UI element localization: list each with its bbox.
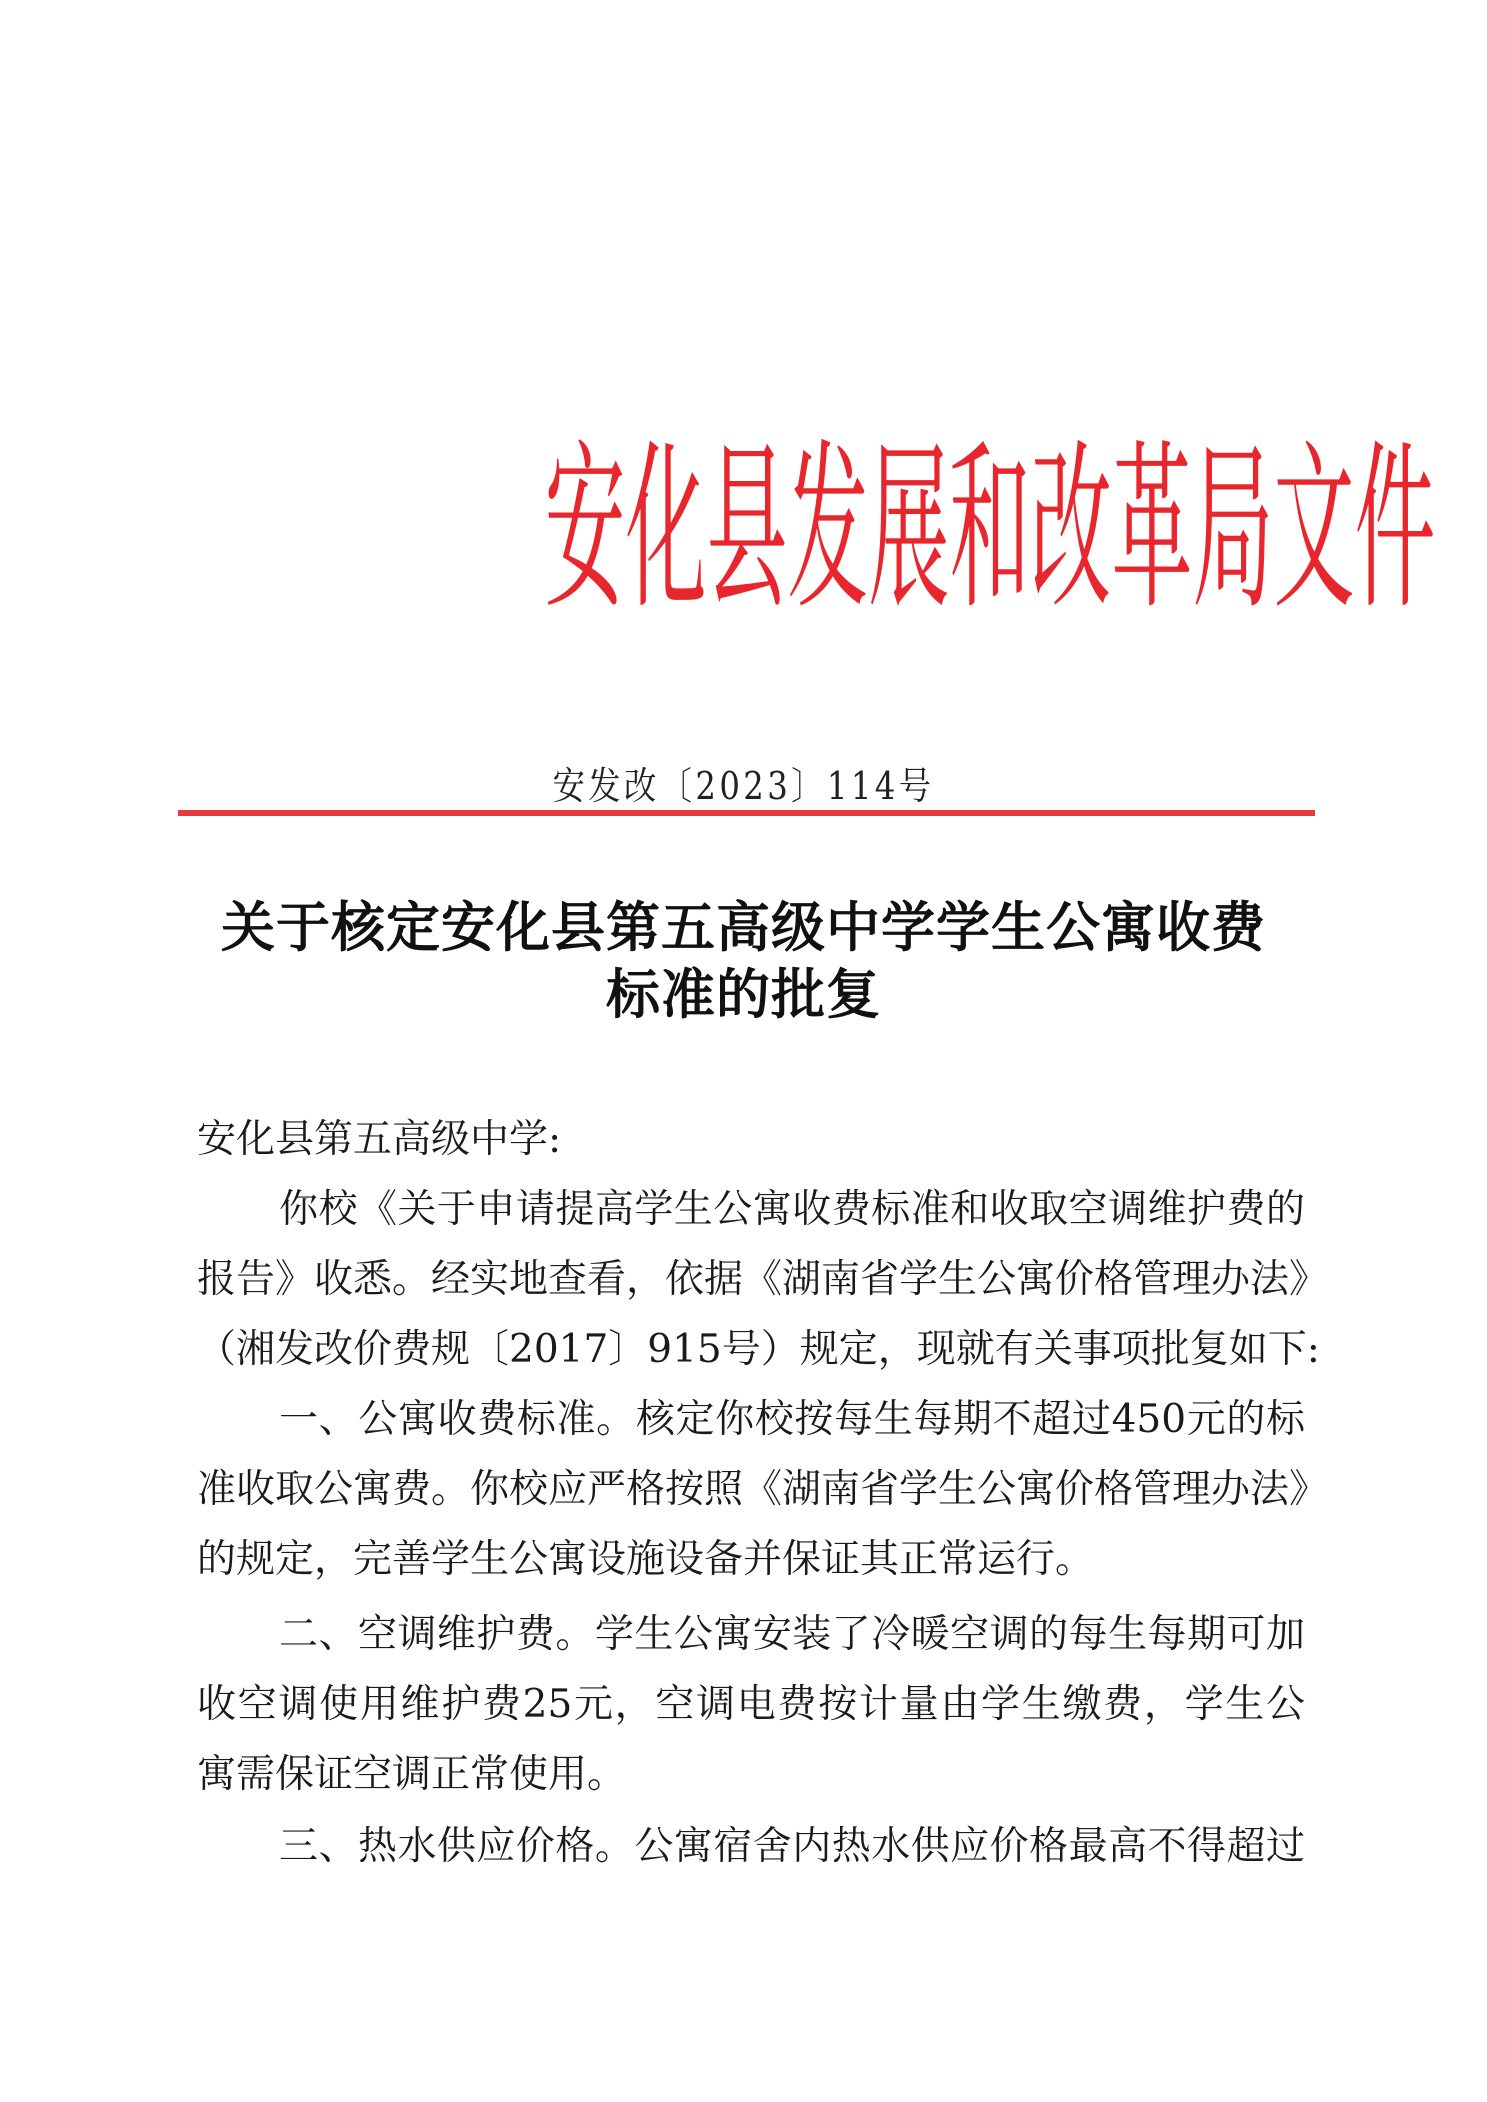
- body-line: 准收取公寓费。你校应严格按照《湖南省学生公寓价格管理办法》: [197, 1467, 1329, 1512]
- red-divider: [178, 810, 1315, 816]
- body-line: 二、空调维护费。学生公寓安装了冷暖空调的每生每期可加: [279, 1612, 1305, 1657]
- body-line: 寓需保证空调正常使用。: [197, 1752, 627, 1797]
- body-line: （湘发改价费规〔2017〕915号）规定，现就有关事项批复如下:: [197, 1327, 1320, 1372]
- body-line: 你校《关于申请提高学生公寓收费标准和收取空调维护费的: [279, 1187, 1305, 1232]
- body-line: 三、热水供应价格。公寓宿舍内热水供应价格最高不得超过: [279, 1824, 1305, 1869]
- addressee: 安化县第五高级中学:: [197, 1117, 562, 1162]
- body-line: 的规定，完善学生公寓设施设备并保证其正常运行。: [197, 1537, 1095, 1582]
- document-number: 安发改〔2023〕114号: [552, 764, 935, 808]
- body-line: 报告》收悉。经实地查看，依据《湖南省学生公寓价格管理办法》: [197, 1257, 1329, 1302]
- issuer-title: 安化县发展和改革局文件: [544, 425, 1436, 634]
- body-line: 一、公寓收费标准。核定你校按每生每期不超过450元的标: [279, 1397, 1305, 1442]
- document-title-line2: 标准的批复: [606, 962, 881, 1026]
- document-title-line1: 关于核定安化县第五高级中学学生公寓收费: [221, 895, 1266, 959]
- body-line: 收空调使用维护费25元，空调电费按计量由学生缴费，学生公: [197, 1682, 1305, 1727]
- issuer-header: [0, 425, 1487, 635]
